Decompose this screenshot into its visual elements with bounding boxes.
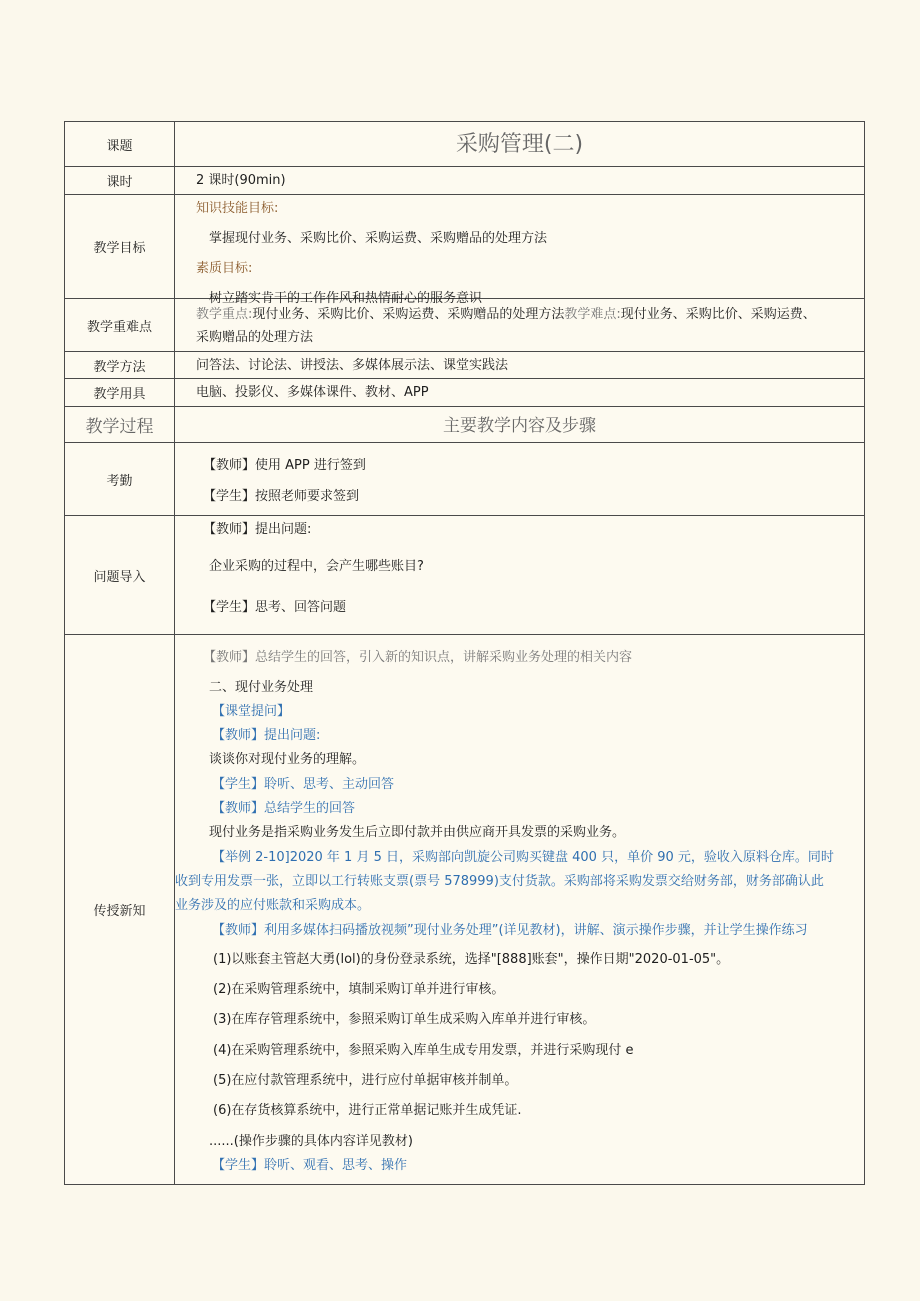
difficulty-text: 现付业务、采购比价、采购运费、: [620, 307, 816, 322]
intro-student: 【学生】思考、回答问题: [203, 600, 347, 615]
tools-value: 电脑、投影仪、多媒体课件、教材、APP: [196, 385, 429, 400]
page-title: 采购管理(二): [455, 132, 584, 157]
teach-line-9: 【举例 2-10]2020 年 1 月 5 日，采购部向凯旋公司购买键盘 400 只，单价 90 元，验收入原料仓库。同时: [212, 850, 834, 865]
topic-label: 课题: [65, 122, 175, 166]
row-keypoints: [65, 299, 864, 352]
teach-label: 传授新知: [65, 635, 175, 1184]
row-attendance: [65, 443, 864, 516]
row-tools: [65, 379, 864, 407]
teach-line-20: 【学生】聆听、观看、思考、操作: [212, 1158, 408, 1173]
attendance-teacher: 【教师】使用 APP 进行签到: [203, 458, 366, 473]
row-goals: [65, 195, 864, 306]
teach-line-3: 【课堂提问】: [212, 704, 291, 719]
teach-line-7: 【教师】总结学生的回答: [212, 801, 356, 816]
tools-label: 教学用具: [65, 379, 175, 406]
teach-line-13: (1)以账套主管赵大勇(lol)的身份登录系统，选择"[888]账套"，操作日期"2020-01-05"。: [213, 952, 730, 967]
teach-line-1: 【教师】总结学生的回答，引入新的知识点，讲解采购业务处理的相关内容: [203, 650, 633, 665]
teach-line-10: 收到专用发票一张，立即以工行转账支票(票号 578999)支付货款。采购部将采购发票交给财务部，财务部确认此: [175, 874, 824, 889]
process-label: 教学过程: [65, 407, 175, 442]
goals-label: 教学目标: [65, 195, 175, 298]
teach-line-16: (4)在采购管理系统中，参照采购入库单生成专用发票，并进行采购现付 e: [213, 1043, 634, 1058]
teach-line-8: 现付业务是指采购业务发生后立即付款并由供应商开具发票的采购业务。: [209, 825, 626, 840]
lesson-plan-table: [64, 121, 865, 1185]
intro-question: 企业采购的过程中，会产生哪些账目?: [209, 559, 424, 574]
teach-line-2: 二、现付业务处理: [209, 680, 314, 695]
row-intro: [65, 516, 864, 635]
methods-value: 问答法、讨论法、讲授法、多媒体展示法、课堂实践法: [196, 358, 509, 373]
teach-line-14: (2)在采购管理系统中，填制采购订单并进行审核。: [213, 982, 505, 997]
knowledge-heading: 知识技能目标:: [196, 201, 279, 216]
process-heading: 主要教学内容及步骤: [443, 416, 596, 436]
attendance-label: 考勤: [65, 443, 175, 515]
methods-label: 教学方法: [65, 352, 175, 378]
teach-line-6: 【学生】聆听、思考、主动回答: [212, 777, 395, 792]
row-methods: [65, 352, 864, 379]
row-topic: [65, 122, 864, 167]
key-text: 现付业务、采购比价、采购运费、采购赠品的处理方法: [252, 307, 565, 322]
teach-line-15: (3)在库存管理系统中，参照采购订单生成采购入库单并进行审核。: [213, 1012, 596, 1027]
teach-line-4: 【教师】提出问题:: [212, 728, 321, 743]
teach-line-12: 【教师】利用多媒体扫码播放视频”现付业务处理”(详见教材)，讲解、演示操作步骤，并让学生操作练习: [212, 923, 808, 938]
quality-heading: 素质目标:: [196, 261, 253, 276]
key-label: 教学重点:: [196, 307, 253, 322]
keypoints-label: 教学重难点: [65, 299, 175, 351]
knowledge-text: 掌握现付业务、采购比价、采购运费、采购赠品的处理方法: [209, 231, 548, 246]
quality-text: 树立踏实肯干的工作作风和热情耐心的服务意识: [209, 291, 483, 306]
hours-value: 2 课时(90min): [196, 173, 286, 188]
intro-label: 问题导入: [65, 516, 175, 634]
difficulty-label: 教学难点:: [564, 307, 621, 322]
teach-line-11: 业务涉及的应付账款和采购成本。: [175, 898, 371, 913]
intro-teacher: 【教师】提出问题:: [203, 522, 312, 537]
row-process-header: [65, 407, 864, 443]
hours-label: 课时: [65, 167, 175, 194]
attendance-student: 【学生】按照老师要求签到: [203, 489, 360, 504]
teach-line-18: (6)在存货核算系统中，进行正常单据记账并生成凭证.: [213, 1103, 522, 1118]
difficulty-text-cont: 采购赠品的处理方法: [196, 330, 314, 345]
teach-line-17: (5)在应付款管理系统中，进行应付单据审核并制单。: [213, 1073, 518, 1088]
row-teach: [65, 635, 864, 1184]
teach-line-5: 谈谈你对现付业务的理解。: [209, 752, 366, 767]
row-hours: [65, 167, 864, 195]
teach-line-19: ......(操作步骤的具体内容详见教材): [209, 1134, 413, 1149]
